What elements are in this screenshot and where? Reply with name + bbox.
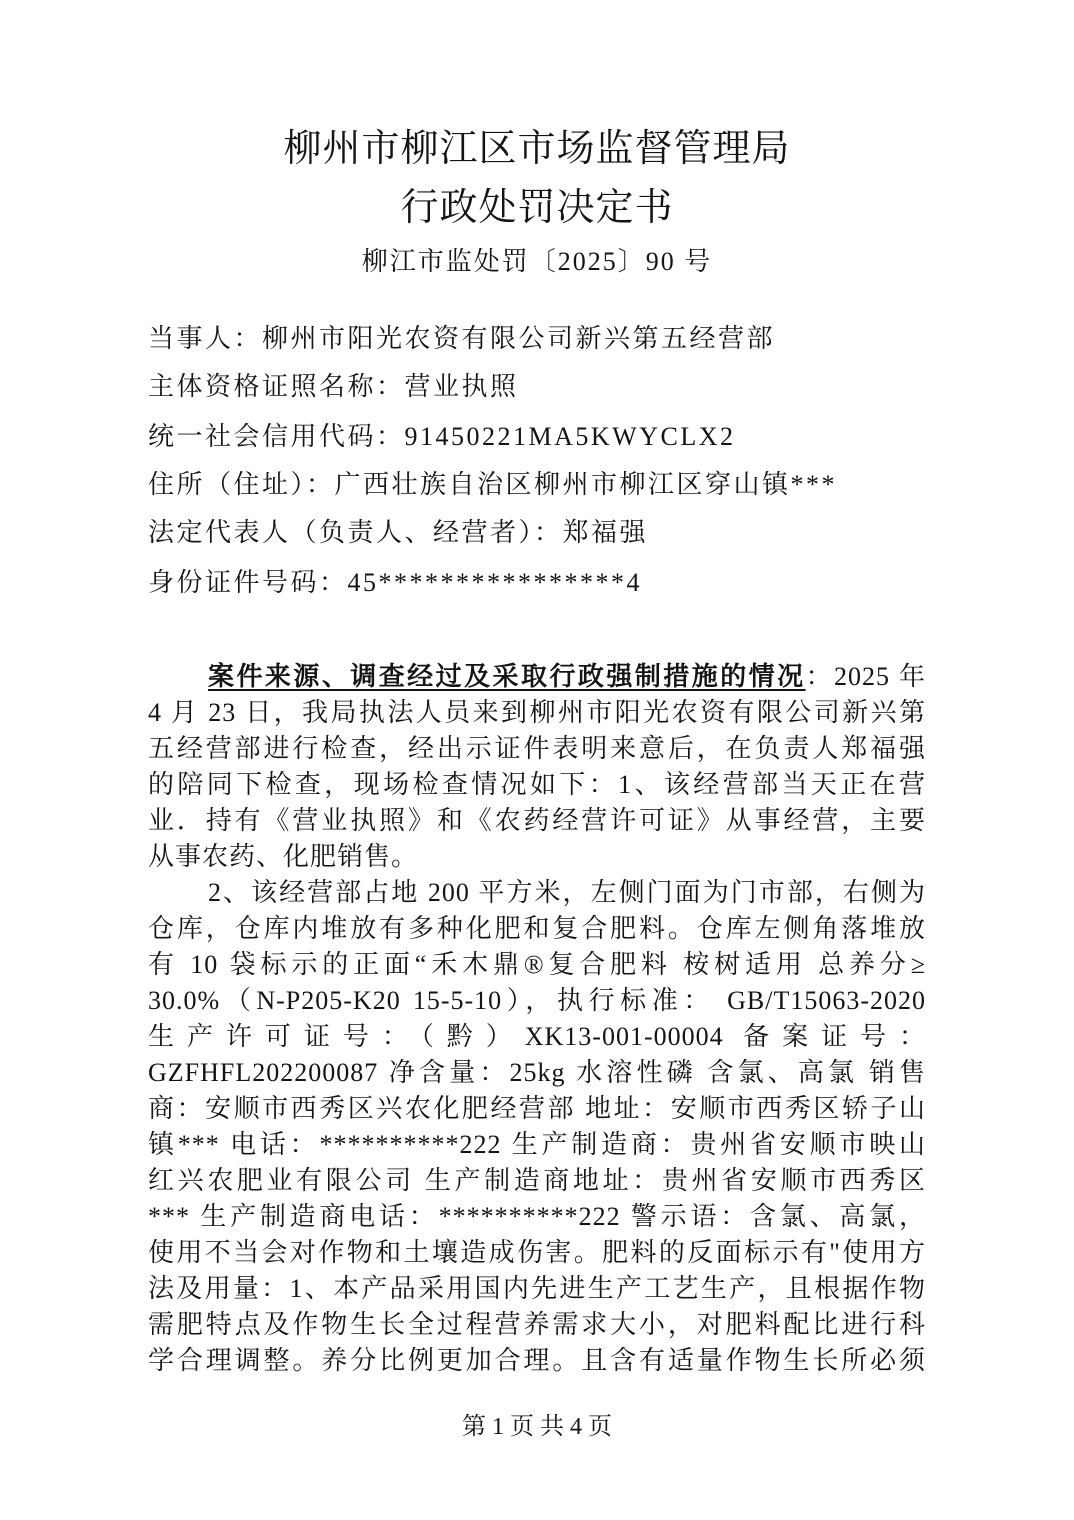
body-line: 法及用量：1、本产品采用国内先进生产工艺生产，且根据作物 [148, 1274, 926, 1303]
section-heading-tail: ：2025 年 [805, 662, 926, 691]
body-line: 从事农药、化肥销售。 [148, 842, 419, 871]
license-type [148, 367, 948, 407]
info-value: 45****************4 [347, 568, 643, 597]
body-line: 镇*** 电话：**********222 生产制造商：贵州省安顺市映山 [148, 1130, 926, 1159]
info-label: 身份证件号码： [148, 568, 348, 597]
body-line: 30.0%（N-P205-K20 15-5-10），执行标准： GB/T15063-2020 [148, 986, 926, 1015]
case-body [148, 659, 926, 1379]
info-label: 主体资格证照名称： [148, 372, 405, 401]
info-value: 91450221MA5KWYCLX2 [404, 422, 736, 451]
party-name [148, 319, 948, 359]
document-title-type: 行政处罚决定书 [400, 185, 674, 229]
body-line: 需肥特点及作物生长全过程营养需求大小，对肥料配比进行科 [148, 1310, 926, 1339]
body-line: 五经营部进行检查，经出示证件表明来意后，在负责人郑福强 [148, 734, 926, 763]
info-label: 法定代表人（负责人、经营者）： [148, 518, 563, 547]
body-line: *** 生产制造商电话：**********222 警示语：含氯、高氯， [148, 1202, 926, 1231]
document-title-agency: 柳州市柳江区市场监督管理局 [283, 126, 791, 170]
info-value: 广西壮族自治区柳州市柳江区穿山镇*** [334, 470, 838, 499]
body-line: GZFHFL202200087 净含量：25kg 水溶性磷 含氯、高氯 销售 [148, 1058, 926, 1087]
body-line [148, 659, 926, 695]
body-line: 4 月 23 日，我局执法人员来到柳州市阳光农资有限公司新兴第 [148, 698, 926, 727]
body-line: 2、该经营部占地 200 平方米，左侧门面为门市部，右侧为 [208, 878, 926, 907]
body-line: 商：安顺市西秀区兴农化肥经营部 地址：安顺市西秀区轿子山 [148, 1094, 926, 1123]
info-label: 住所（住址）： [148, 470, 335, 499]
credit-code [148, 417, 948, 457]
info-value: 营业执照 [404, 372, 519, 401]
body-line: 使用不当会对作物和土壤造成伤害。肥料的反面标示有"使用方 [148, 1238, 926, 1267]
body-line: 的陪同下检查，现场检查情况如下：1、该经营部当天正在营 [148, 770, 926, 799]
page-indicator: 第 1 页 共 4 页 [462, 1414, 612, 1440]
info-value: 郑福强 [562, 518, 649, 547]
info-value: 柳州市阳光农资有限公司新兴第五经营部 [262, 324, 776, 353]
address [148, 465, 948, 505]
body-line: 学合理调整。养分比例更加合理。且含有适量作物生长所必须 [148, 1346, 926, 1375]
body-line: 仓库，仓库内堆放有多种化肥和复合肥料。仓库左侧角落堆放 [148, 914, 926, 943]
body-line: 有 10 袋标示的正面“禾木鼎®复合肥料 桉树适用 总养分≥ [148, 950, 926, 979]
body-line: 红兴农肥业有限公司 生产制造商地址：贵州省安顺市西秀区 [148, 1166, 926, 1195]
body-line: 生产许可证号：（黔）XK13-001-00004 备案证号： [148, 1022, 926, 1051]
info-label: 统一社会信用代码： [148, 422, 405, 451]
document-number: 柳江市监处罚〔2025〕90 号 [361, 247, 713, 276]
body-line: 业．持有《营业执照》和《农药经营许可证》从事经营，主要 [148, 806, 926, 835]
id-number [148, 563, 948, 603]
legal-representative [148, 513, 948, 553]
info-label: 当事人： [148, 324, 263, 353]
section-heading: 案件来源、调查经过及采取行政强制措施的情况 [208, 662, 806, 691]
